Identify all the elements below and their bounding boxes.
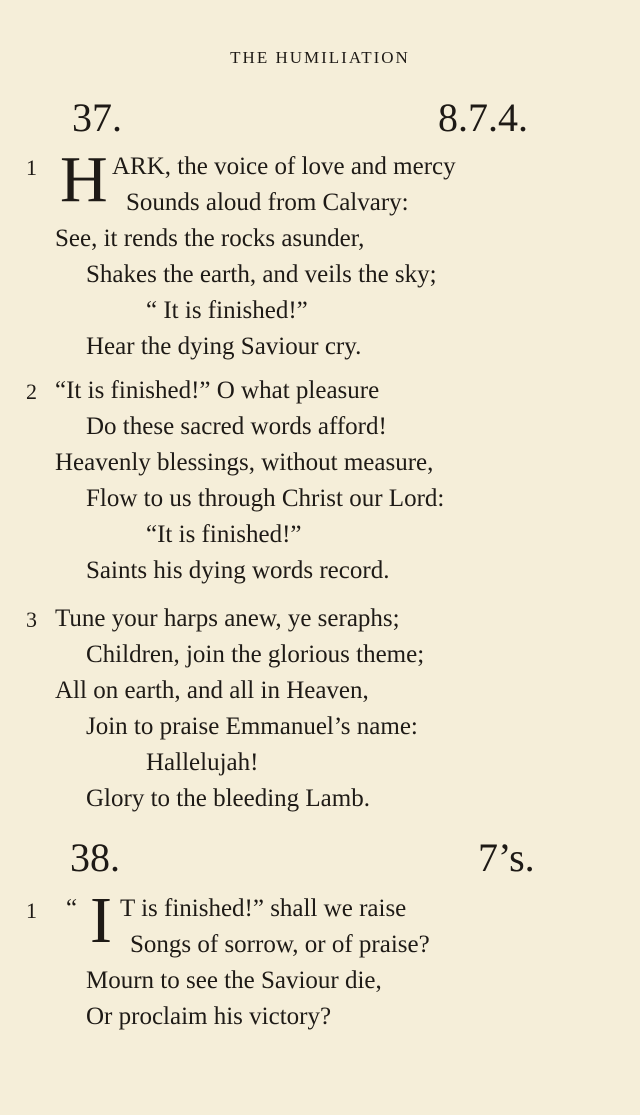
verse-number: 2 — [26, 379, 37, 404]
open-quote: “ — [66, 895, 78, 922]
verse-number: 3 — [26, 607, 37, 632]
verse-line: Sounds aloud from Calvary: — [126, 189, 409, 216]
verse-line: Children, join the glorious theme; — [86, 641, 425, 668]
running-head: THE HUMILIATION — [230, 48, 410, 67]
drop-cap: I — [90, 884, 112, 957]
hymn-meter: 7’s. — [478, 835, 535, 880]
drop-cap: H — [60, 143, 108, 216]
verse-line: Or proclaim his victory? — [86, 1003, 332, 1030]
verse-line: Glory to the bleeding Lamb. — [86, 785, 370, 812]
verse-line: Mourn to see the Saviour die, — [86, 967, 382, 994]
verse-line: All on earth, and all in Heaven, — [55, 677, 369, 704]
verse-line: Tune your harps anew, ye seraphs; — [55, 605, 400, 632]
verse-line: See, it rends the rocks asunder, — [55, 225, 365, 252]
verse-line: Heavenly blessings, without measure, — [55, 449, 434, 476]
verse-line: Hallelujah! — [146, 749, 259, 776]
verse-line: “It is finished!” O what pleasure — [55, 377, 380, 404]
verse-number: 1 — [26, 155, 37, 180]
verse-line: “ It is finished!” — [146, 297, 308, 324]
hymn-number: 37. — [72, 95, 122, 140]
verse-line: Do these sacred words afford! — [86, 413, 387, 440]
hymn-meter: 8.7.4. — [438, 95, 528, 140]
verse-line: ARK, the voice of love and mercy — [112, 153, 456, 180]
verse-line: Hear the dying Saviour cry. — [86, 333, 362, 360]
verse-line: Saints his dying words record. — [86, 557, 390, 584]
verse-number: 1 — [26, 898, 37, 923]
verse-line: “It is finished!” — [146, 521, 302, 548]
verse-line: Join to praise Emmanuel’s name: — [86, 713, 418, 740]
verse-line: Flow to us through Christ our Lord: — [86, 485, 445, 512]
verse-line: T is finished!” shall we raise — [120, 895, 407, 922]
hymn-number: 38. — [70, 835, 120, 880]
verse-line: Shakes the earth, and veils the sky; — [86, 261, 437, 288]
verse-line: Songs of sorrow, or of praise? — [130, 931, 430, 958]
